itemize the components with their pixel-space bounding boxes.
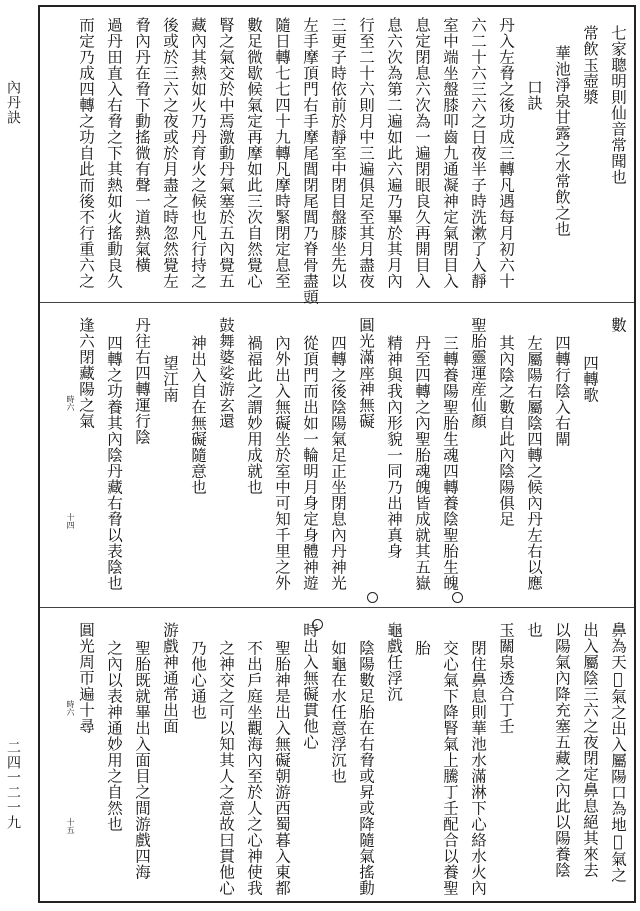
text-column: 隨日轉七七四十九轉凡摩時緊閉定息至 [273, 17, 291, 289]
text-column: 玉關泉透合丁壬 [497, 622, 515, 734]
text-column: 七家聰明則仙音常聞也 [609, 25, 627, 185]
text-column: 數 [609, 317, 627, 333]
margin-note: 十五 [66, 818, 75, 834]
panel-top [46, 17, 628, 305]
text-column: 室中端坐盤膝叩齒九通凝神定氣閉目入 [441, 17, 459, 289]
text-column: 從頂門而出如一輪明月身定身體神遊 [301, 335, 319, 591]
text-column: 出入屬陰三六之夜閉定鼻息絕其來去 [581, 622, 599, 878]
text-column: 丹至四轉之內聖胎魂魄皆成就其五嶽 [413, 335, 431, 591]
text-column: 以陽氣內降充塞五藏之內此以陽養陰 [553, 622, 571, 878]
circle-mark-icon [452, 592, 463, 603]
text-column: 鼓舞婆娑游玄還 [217, 317, 235, 429]
text-column: 華池淨泉甘露之水常飲之也 [553, 45, 571, 237]
panel-middle [46, 317, 628, 602]
text-column: 聖胎神是出入無礙朝游西蜀暮入東都 [273, 640, 291, 896]
text-column: 三更子時依前於靜室中閉目盤膝坐先以 [329, 17, 347, 289]
text-column: 聖胎靈運産仙顏 [469, 317, 487, 429]
text-column: 丹入左脅之後功成三轉凡遇每月初六十 [497, 17, 515, 289]
text-column: 六二十六三六之日夜半子時洗漱了入靜 [469, 17, 487, 289]
text-column: 口訣 [525, 79, 543, 111]
circle-mark-icon [312, 619, 323, 630]
text-column: 如龜在水任意浮沉也 [329, 640, 347, 784]
text-column: 閉住鼻息則華池水滿淋下心絡水火內 [469, 640, 487, 896]
text-column: 禍福此之謂妙用成就也 [245, 335, 263, 495]
text-column: 行至二十六則月中三遍俱足至其月盡夜 [357, 17, 375, 289]
text-column: 後或於三六之夜或於月盡之時忽然覺左 [161, 17, 179, 289]
text-column: 圓光周帀遍十尋 [77, 622, 95, 734]
text-column: 四轉之後陰陽氣足正坐閉息內丹神光 [329, 335, 347, 591]
text-column: 乃他心通也 [189, 640, 207, 720]
text-column: 時出入無礙貫他心 [301, 622, 319, 750]
text-column: 左屬陽右屬陰四轉之候內丹左右以應 [525, 335, 543, 591]
text-column: 而定乃成四轉之功自此而後不行重六之 [77, 17, 95, 289]
text-column: 四轉行陰入右閘 [553, 335, 571, 447]
text-column: 息定閉息六次為一遍閉眼良久再開目入 [413, 17, 431, 289]
text-column: 之內以表神通妙用之自然也 [105, 640, 123, 832]
text-column: 交心氣下降腎氣上騰丁壬配合以養聖 [441, 640, 459, 896]
text-column: 藏內其熱如火乃丹育火之候也凡行持之 [189, 17, 207, 289]
text-column: 圓光滿座神無礙 [357, 317, 375, 429]
text-column: 常飲玉壺漿 [581, 25, 599, 105]
margin-note: 十四 [66, 513, 75, 529]
text-column: 過丹田直入右脅之下其熱如火搖動良久 [105, 17, 123, 289]
page-number: 二四一二一九 [5, 740, 21, 830]
text-column: 數足微歇候氣定再摩如此三次自然覺心 [245, 17, 263, 289]
text-column: 之神交之可以知其人之意故曰貫他心 [217, 640, 235, 896]
text-column: 精神與我內形貌一同乃出神真身 [385, 335, 403, 559]
text-column: 神出入自在無礙隨意也 [189, 335, 207, 495]
text-column: 三轉養陽聖胎生魂四轉養陰聖胎生魄 [441, 335, 459, 591]
text-column: 聖胎既就畢出入面目之間游戲四海 [133, 640, 151, 880]
text-column: 陰陽數足胎在右脅或昇或降隨氣搖動 [357, 640, 375, 896]
text-column: 龜戲任浮沉 [385, 622, 403, 702]
divider-top [40, 302, 634, 303]
text-column: 息六次為第二遍如此六遍乃畢於其月內 [385, 17, 403, 289]
text-column: 望江南 [161, 355, 179, 403]
margin-note: 時六 [66, 700, 75, 716]
divider-bottom [40, 607, 634, 608]
text-column: 也 [525, 622, 543, 638]
margin-note: 時六 [66, 395, 75, 411]
text-column: 游戲神通常出面 [161, 622, 179, 734]
text-column: 脅內丹在脅下動搖微有聲一道熱氣橫 [133, 17, 151, 273]
text-column: 四轉之功養其內陰丹藏右脅以表陰也 [105, 335, 123, 591]
text-column: 四轉歌 [581, 355, 599, 403]
text-column: 逢六閉藏陽之氣 [77, 317, 95, 429]
text-column: 丹往右四轉運行陰 [133, 317, 151, 445]
text-column: 胎 [413, 640, 431, 656]
text-column: 鼻為天𥩟氣之出入屬陽口為地𥩟氣之 [609, 622, 627, 883]
circle-mark-icon [367, 592, 378, 603]
text-column: 其內陰之數自此內陰陽俱足 [497, 335, 515, 527]
text-column: 內外出入無礙坐於室中可知千里之外 [273, 335, 291, 591]
text-column: 腎之氣交於中焉激動丹氣塞於五內覺五 [217, 17, 235, 289]
text-column: 左手摩頂門右手摩尾閭閉尾閭乃脊骨盡頭 [301, 17, 319, 305]
panel-bottom [46, 622, 628, 897]
text-column: 不出戶庭坐觀海內至於人之心神使我 [245, 640, 263, 896]
page-frame [38, 5, 636, 903]
margin-title: 內丹訣 [5, 80, 21, 125]
